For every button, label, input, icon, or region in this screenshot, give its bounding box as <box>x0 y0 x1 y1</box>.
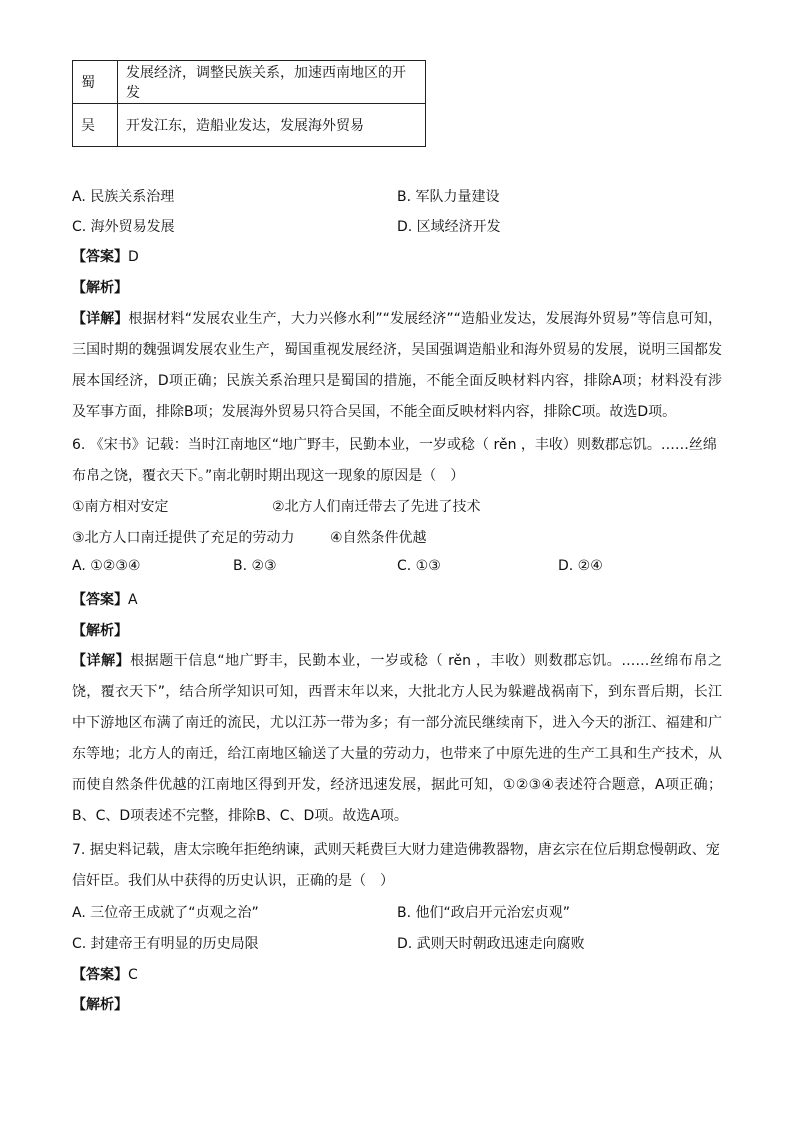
q5-option-d: D. 区域经济开发 <box>397 219 501 235</box>
material-table <box>72 60 426 147</box>
q6-stem-line1: 6. 《宋书》记载：当时江南地区“地广野丰，民勤本业，一岁或稔（ rěn ，丰收）则数郡忘饥。……丝绵 <box>72 437 717 453</box>
table-cell-value: 开发江东，造船业发达，发展海外贸易 <box>118 104 426 147</box>
q7-stem-line1: 7. 据史料记载，唐太宗晚年拒绝纳谏，武则天耗费巨大财力建造佛教器物，唐玄宗在位后期怠慢朝政、宠 <box>72 842 720 858</box>
answer-label: 【答案】 <box>72 249 128 265</box>
table-cell-value: 发展经济，调整民族关系，加速西南地区的开发 <box>118 61 426 104</box>
answer-label: 【答案】 <box>72 967 128 983</box>
table-cell-key: 蜀 <box>73 61 118 104</box>
detail-label: 【详解】 <box>72 311 129 327</box>
q6-item-4: ④自然条件优越 <box>330 530 427 546</box>
q5-analysis-label <box>72 277 128 297</box>
q6-option-d: D. ②④ <box>558 558 603 574</box>
q7-option-c: C. 封建帝王有明显的历史局限 <box>72 936 259 952</box>
q6-analysis-label <box>72 620 128 640</box>
table-row <box>73 61 426 104</box>
q6-detail <box>72 646 722 832</box>
table-cell-key: 吴 <box>73 104 118 147</box>
q6-item-3: ③北方人口南迁提供了充足的劳动力 <box>72 530 295 546</box>
q6-answer <box>72 589 138 609</box>
table-row <box>73 104 426 147</box>
q5-answer <box>72 246 139 266</box>
q6-option-a: A. ①②③④ <box>72 558 141 574</box>
q7-analysis-label <box>72 994 128 1014</box>
q7-stem-line2: 信奸臣。我们从中获得的历史认识，正确的是（ ） <box>72 873 394 889</box>
detail-text: 根据题干信息“地广野丰，民勤本业，一岁或稔（ rěn ，丰收）则数郡忘饥。……丝绵布帛之饶，覆衣天下”，结合所学知识可知，西晋末年以来，大批北方人民为躲避战祸南下，到东晋后期，长江中下游地区布满了南迁的流民，尤以江苏一带为多；有一部分流民继续南下，进入今天的浙江、福建和广东等地；北方人的南迁，给江南地区输送了大量的劳动力，也带来了中原先进的生产工具和生产技术，从而使自然条件优越的江南地区得到开发，经济迅速发展，据此可知，①②③④表述符合题意，A项正确；B、C、D项表述不完整，排除B、C、D项。故选A项。 <box>72 653 723 824</box>
q5-detail <box>72 304 722 428</box>
answer-value: D <box>128 249 139 265</box>
answer-value: C <box>128 967 138 983</box>
analysis-label: 【解析】 <box>72 623 128 639</box>
q6-option-b: B. ②③ <box>233 558 277 574</box>
answer-label: 【答案】 <box>72 592 128 608</box>
q6-item-1: ①南方相对安定 <box>72 499 169 515</box>
q6-item-2: ②北方人们南迁带去了先进了技术 <box>272 499 481 515</box>
detail-text: 根据材料“发展农业生产，大力兴修水利”“发展经济”“造船业发达，发展海外贸易”等信息可知，三国时期的魏强调发展农业生产，蜀国重视发展经济，吴国强调造船业和海外贸易的发展，说明三国都发展本国经济，D项正确；民族关系治理只是蜀国的措施，不能全面反映材料内容，排除A项；材料没有涉及军事方面，排除B项；发展海外贸易只符合吴国，不能全面反映材料内容，排除C项。故选D项。 <box>72 311 723 420</box>
q5-option-b: B. 军队力量建设 <box>397 189 500 205</box>
q7-answer <box>72 964 138 984</box>
q6-option-c: C. ①③ <box>397 558 441 574</box>
q7-option-a: A. 三位帝王成就了“贞观之治” <box>72 905 259 921</box>
q5-option-a: A. 民族关系治理 <box>72 189 175 205</box>
analysis-label: 【解析】 <box>72 280 128 296</box>
q7-option-b: B. 他们“政启开元治宏贞观” <box>397 905 571 921</box>
detail-label: 【详解】 <box>72 653 131 669</box>
analysis-label: 【解析】 <box>72 997 128 1013</box>
q5-option-c: C. 海外贸易发展 <box>72 219 175 235</box>
q6-stem-line2: 布帛之饶，覆衣天下。”南北朝时期出现这一现象的原因是（ ） <box>72 468 465 484</box>
answer-value: A <box>128 592 138 608</box>
q7-option-d: D. 武则天时朝政迅速走向腐败 <box>397 936 585 952</box>
